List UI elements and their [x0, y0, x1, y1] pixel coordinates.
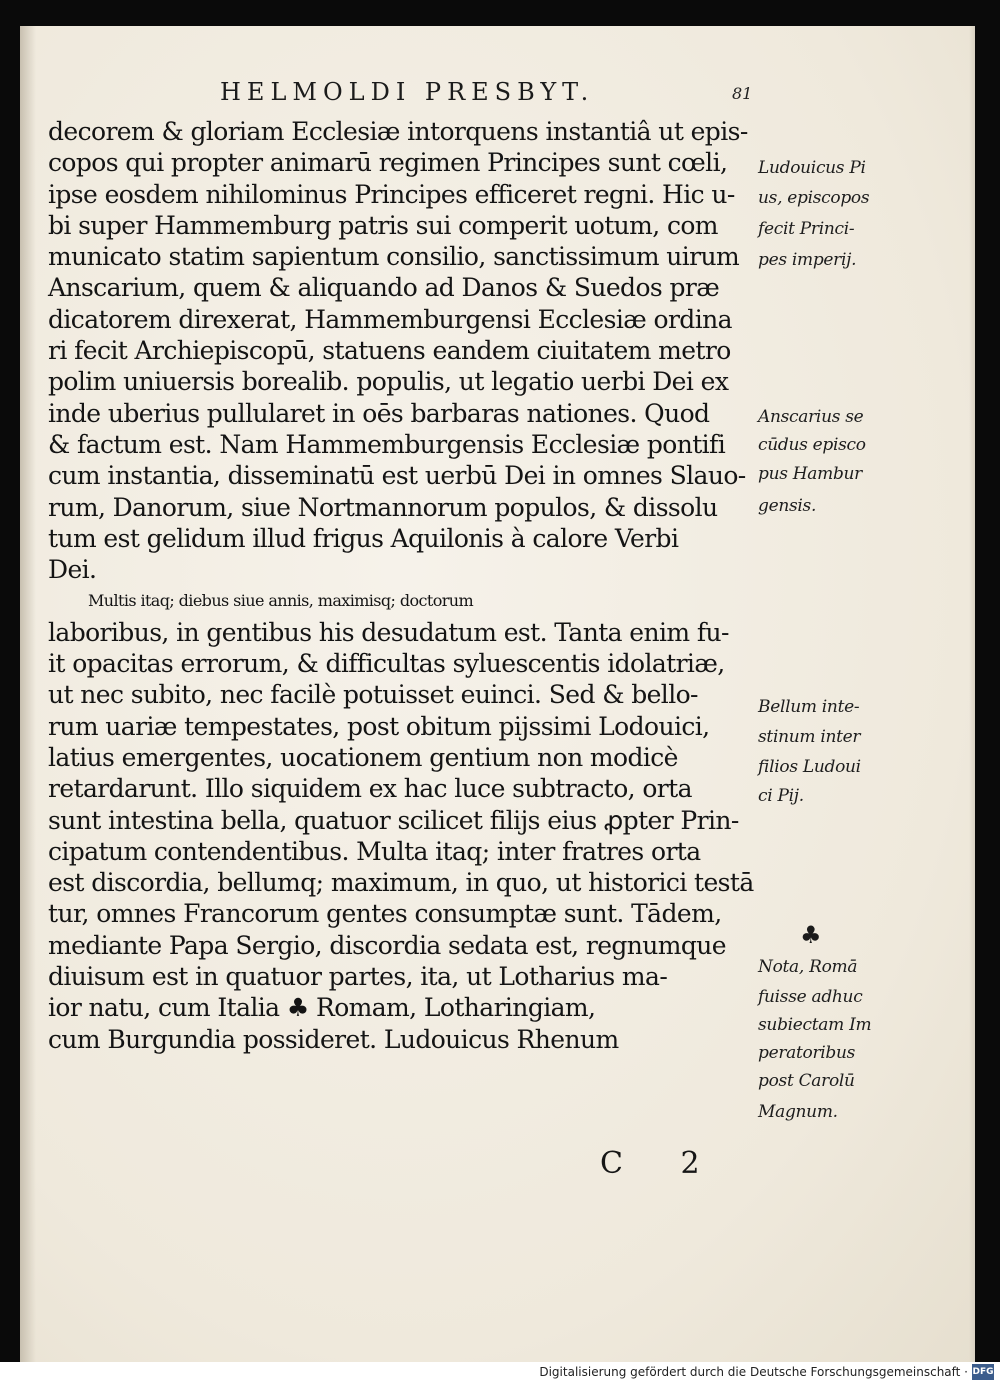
- marginal-note: cūdus episco: [758, 435, 866, 455]
- marginal-note: post Carolū: [758, 1071, 855, 1091]
- marginal-note: Magnum.: [758, 1102, 838, 1122]
- marginal-note: fecit Princi-: [758, 219, 855, 239]
- marginal-note: fuisse adhuc: [758, 987, 863, 1007]
- marginal-note: peratoribus: [758, 1043, 856, 1063]
- marginal-note: gensis.: [758, 496, 817, 516]
- marginal-note: us, episcopos: [758, 188, 870, 208]
- text-line: dicatorem direxerat, Hammemburgensi Ecclesiæ ordina: [48, 304, 732, 334]
- text-line: latius emergentes, uocationem gentium non modicè: [48, 742, 678, 772]
- dfg-logo-icon: DFG: [972, 1364, 994, 1380]
- text-line: sunt intestina bella, quatuor scilicet filijs eius ꝓpter Prin-: [48, 805, 739, 835]
- marginal-note: stinum inter: [758, 727, 861, 747]
- text-line: cum Burgundia possideret. Ludouicus Rhenum: [48, 1024, 619, 1054]
- marginal-note: Nota, Romā: [758, 957, 858, 977]
- club-ornament-icon: ♣: [800, 921, 822, 949]
- page-gutter-shadow: [20, 26, 36, 1362]
- signature-mark: C 2: [600, 1146, 724, 1181]
- marginal-note: subiectam Im: [758, 1015, 872, 1035]
- marginal-note: Ludouicus Pi: [758, 158, 866, 178]
- text-line: laboribus, in gentibus his desudatum est. Tanta enim fu-: [48, 617, 729, 647]
- marginal-note: Bellum inte-: [758, 697, 860, 717]
- funding-credit: Digitalisierung gefördert durch die Deutsche Forschungsgemeinschaft ·: [539, 1365, 968, 1379]
- text-line: tur, omnes Francorum gentes consumptæ sunt. Tādem,: [48, 899, 722, 929]
- text-line: ut nec subito, nec facilè potuisset euinci. Sed & bello-: [48, 680, 698, 710]
- marginal-note: pes imperij.: [758, 250, 857, 270]
- text-line: retardarunt. Illo siquidem ex hac luce subtracto, orta: [48, 774, 692, 804]
- text-line: bi super Hammemburg patris sui comperit uotum, com: [48, 210, 718, 240]
- text-line: cum instantia, disseminatū est uerbū Dei in omnes Slauo-: [48, 461, 746, 491]
- text-line: municato statim sapientum consilio, sanctissimum uirum: [48, 242, 740, 272]
- text-line: rum, Danorum, siue Nortmannorum populos, & dissolu: [48, 492, 718, 522]
- footer-bar: [0, 1362, 1000, 1384]
- text-line: inde uberius pullularet in oēs barbaras nationes. Quod: [48, 398, 710, 428]
- book-page: [20, 26, 975, 1362]
- text-line: it opacitas errorum, & difficultas syluescentis idolatriæ,: [48, 649, 725, 679]
- paragraph-start-line: Multis itaq; diebus siue annis, maximisq; doctorum: [88, 591, 474, 611]
- running-head: HELMOLDI PRESBYT.: [220, 78, 595, 106]
- text-line: Anscarium, quem & aliquando ad Danos & Suedos præ: [48, 273, 720, 303]
- text-line: cipatum contendentibus. Multa itaq; inter fratres orta: [48, 836, 701, 866]
- text-line: & factum est. Nam Hammemburgensis Ecclesiæ pontifi: [48, 429, 726, 459]
- text-line: mediante Papa Sergio, discordia sedata est, regnumque: [48, 930, 727, 960]
- folio-number: 81: [732, 84, 753, 103]
- page-edge-shadow: [969, 26, 975, 1362]
- text-line: ior natu, cum Italia ♣ Romam, Lotharingiam,: [48, 993, 596, 1023]
- marginal-note: Anscarius se: [758, 407, 864, 427]
- text-line: ipse eosdem nihilominus Principes efficeret regni. Hic u-: [48, 179, 735, 209]
- text-line: rum uariæ tempestates, post obitum pijssimi Lodouici,: [48, 711, 710, 741]
- text-line: Dei.: [48, 555, 97, 585]
- body-text: [48, 116, 760, 1055]
- marginal-note: ci Pij.: [758, 786, 804, 806]
- text-line: ri fecit Archiepiscopū, statuens eandem ciuitatem metro: [48, 336, 731, 366]
- text-line: diuisum est in quatuor partes, ita, ut Lotharius ma-: [48, 962, 668, 992]
- text-line: decorem & gloriam Ecclesiæ intorquens instantiâ ut epis-: [48, 117, 748, 146]
- marginal-note: pus Hambur: [758, 464, 862, 484]
- text-line: tum est gelidum illud frigus Aquilonis à calore Verbi: [48, 523, 679, 553]
- text-line: est discordia, bellumq; maximum, in quo, ut historici testā: [48, 868, 754, 898]
- text-line: copos qui propter animarū regimen Principes sunt cœli,: [48, 148, 728, 178]
- text-line: polim uniuersis borealib. populis, ut legatio uerbi Dei ex: [48, 367, 729, 397]
- marginal-note: filios Ludoui: [758, 757, 861, 777]
